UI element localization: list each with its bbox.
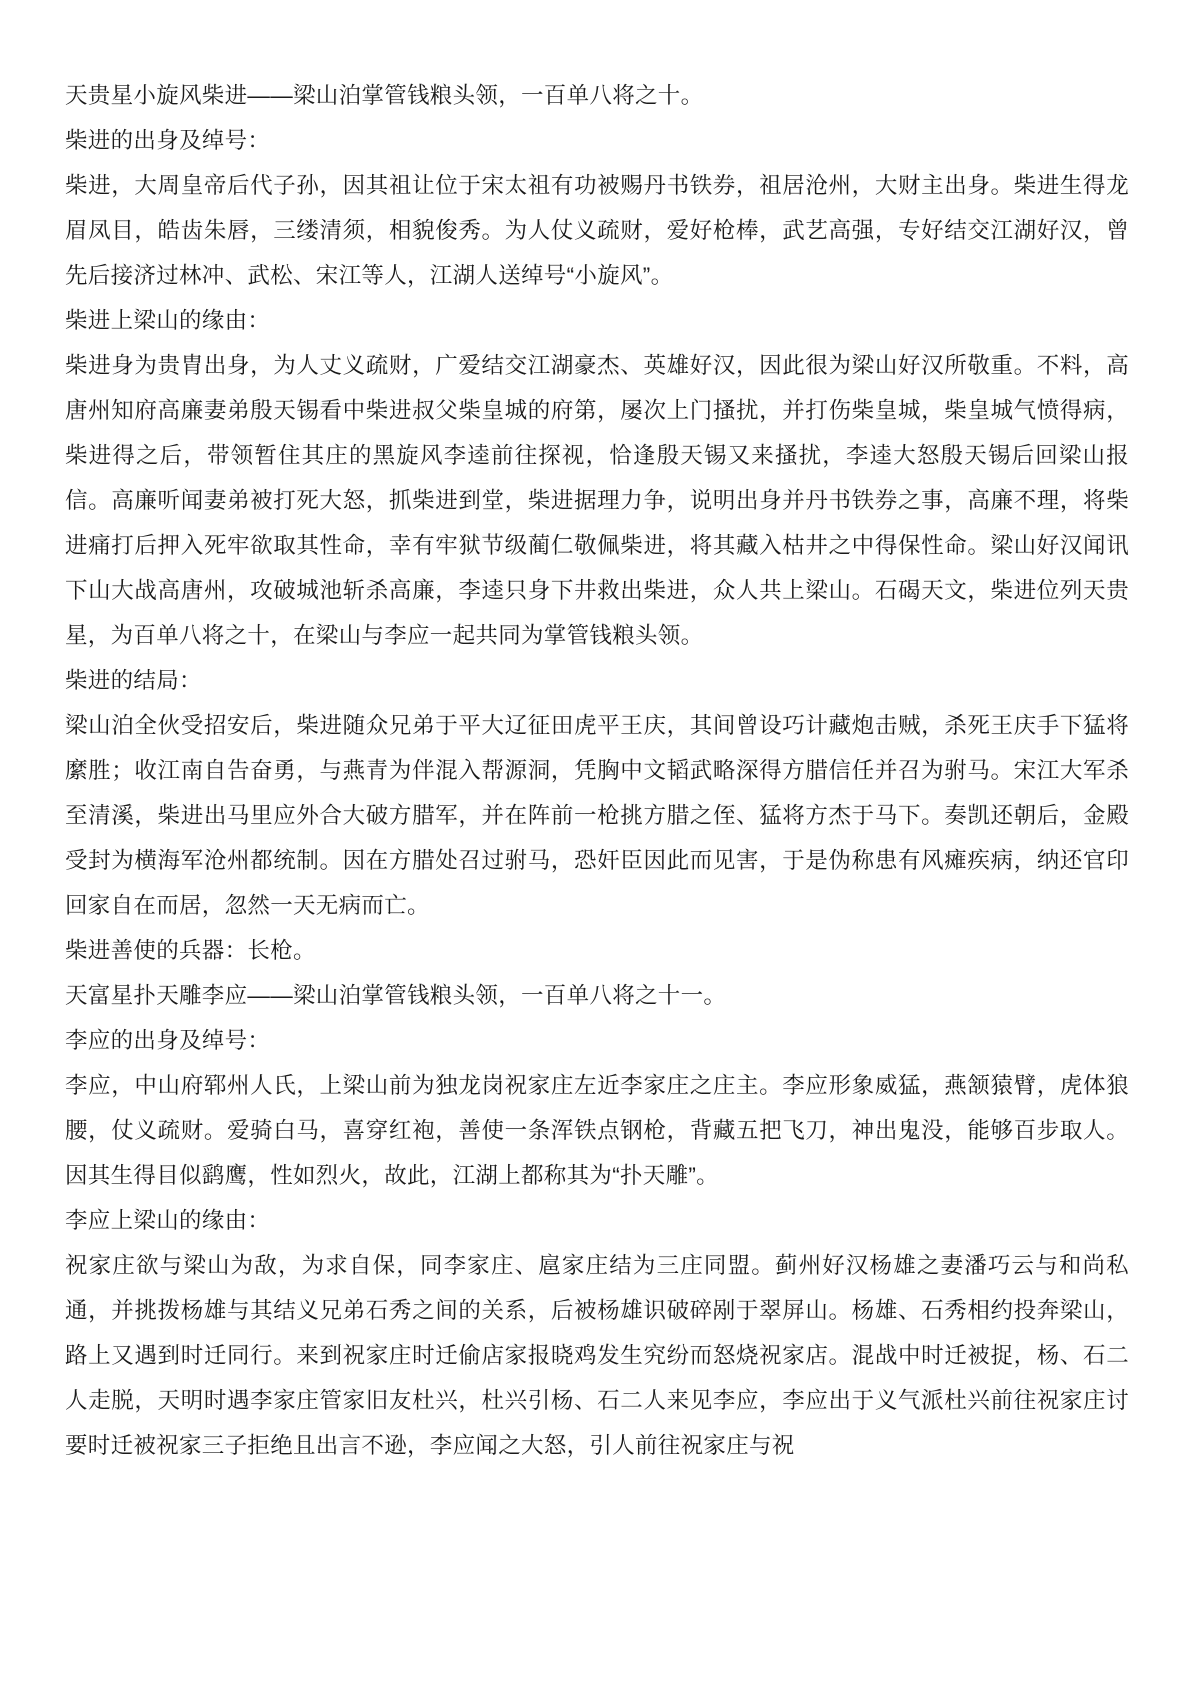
chaijin-reason-body: 柴进身为贵胄出身，为人丈义疏财，广爱结交江湖豪杰、英雄好汉，因此很为梁山好汉所敬重。不料，高唐州知府高廉妻弟殷天锡看中柴进叔父柴皇城的府第，屡次上门搔扰，并打伤柴皇城，柴皇城气愤得病，柴进得之后，带领暂住其庄的黑旋风李逵前往探视，恰逢殷天锡又来搔扰，李逵大怒殷天锡后回梁山报信。高廉听闻妻弟被打死大怒，抓柴进到堂，柴进据理力争，说明出身并丹书铁券之事，高廉不理，将柴进痛打后押入死牢欲取其性命，幸有牢狱节级蔺仁敬佩柴进，将其藏入枯井之中得保性命。梁山好汉闻讯下山大战高唐州，攻破城池斩杀高廉，李逵只身下井救出柴进，众人共上梁山。石碣天文，柴进位列天贵星，为百单八将之十，在梁山与李应一起共同为掌管钱粮头领。	[65, 353, 1129, 648]
chaijin-origin-heading: 柴进的出身及绰号：	[65, 128, 271, 153]
chaijin-weapon-line: 柴进善使的兵器：长枪。	[65, 938, 316, 963]
liying-reason-body: 祝家庄欲与梁山为敌，为求自保，同李家庄、扈家庄结为三庄同盟。蓟州好汉杨雄之妻潘巧云与和尚私通，并挑拨杨雄与其结义兄弟石秀之间的关系，后被杨雄识破碎剐于翠屏山。杨雄、石秀相约投奔梁山，路上又遇到时迁同行。来到祝家庄时迁偷店家报晓鸡发生究纷而怒烧祝家店。混战中时迁被捉，杨、石二人走脱，天明时遇李家庄管家旧友杜兴，杜兴引杨、石二人来见李应，李应出于义气派杜兴前往祝家庄讨要时迁被祝家三子拒绝且出言不逊，李应闻之大怒，引人前往祝家庄与祝	[65, 1253, 1129, 1458]
chaijin-origin-body: 柴进，大周皇帝后代子孙，因其祖让位于宋太祖有功被赐丹书铁券，祖居沧州，大财主出身。柴进生得龙眉凤目，皓齿朱唇，三缕清须，相貌俊秀。为人仗义疏财，爱好枪棒，武艺高强，专好结交江湖好汉，曾先后接济过林冲、武松、宋江等人，江湖人送绰号“小旋风”。	[65, 173, 1129, 288]
liying-title-line: 天富星扑天雕李应——梁山泊掌管钱粮头领，一百单八将之十一。	[65, 983, 727, 1008]
liying-origin-heading: 李应的出身及绰号：	[65, 1028, 271, 1053]
chaijin-reason-heading: 柴进上梁山的缘由：	[65, 308, 271, 333]
chaijin-title-line: 天贵星小旋风柴进——梁山泊掌管钱粮头领，一百单八将之十。	[65, 83, 704, 108]
chaijin-ending-body: 梁山泊全伙受招安后，柴进随众兄弟于平大辽征田虎平王庆，其间曾设巧计藏炮击贼，杀死王庆手下猛将縻胜；收江南自告奋勇，与燕青为伴混入帮源洞，凭胸中文韬武略深得方腊信任并召为驸马。宋江大军杀至清溪，柴进出马里应外合大破方腊军，并在阵前一枪挑方腊之侄、猛将方杰于马下。奏凯还朝后，金殿受封为横海军沧州都统制。因在方腊处召过驸马，恐奸臣因此而见害，于是伪称患有风瘫疾病，纳还官印回家自在而居，忽然一天无病而亡。	[65, 713, 1129, 918]
liying-origin-body: 李应，中山府郓州人氏，上梁山前为独龙岗祝家庄左近李家庄之庄主。李应形象威猛，燕颔猿臂，虎体狼腰，仗义疏财。爱骑白马，喜穿红袍，善使一条浑铁点钢枪，背藏五把飞刀，神出鬼没，能够百步取人。因其生得目似鹞鹰，性如烈火，故此，江湖上都称其为“扑天雕”。	[65, 1073, 1129, 1188]
liying-reason-heading: 李应上梁山的缘由：	[65, 1208, 271, 1233]
chaijin-ending-heading: 柴进的结局：	[65, 668, 202, 693]
